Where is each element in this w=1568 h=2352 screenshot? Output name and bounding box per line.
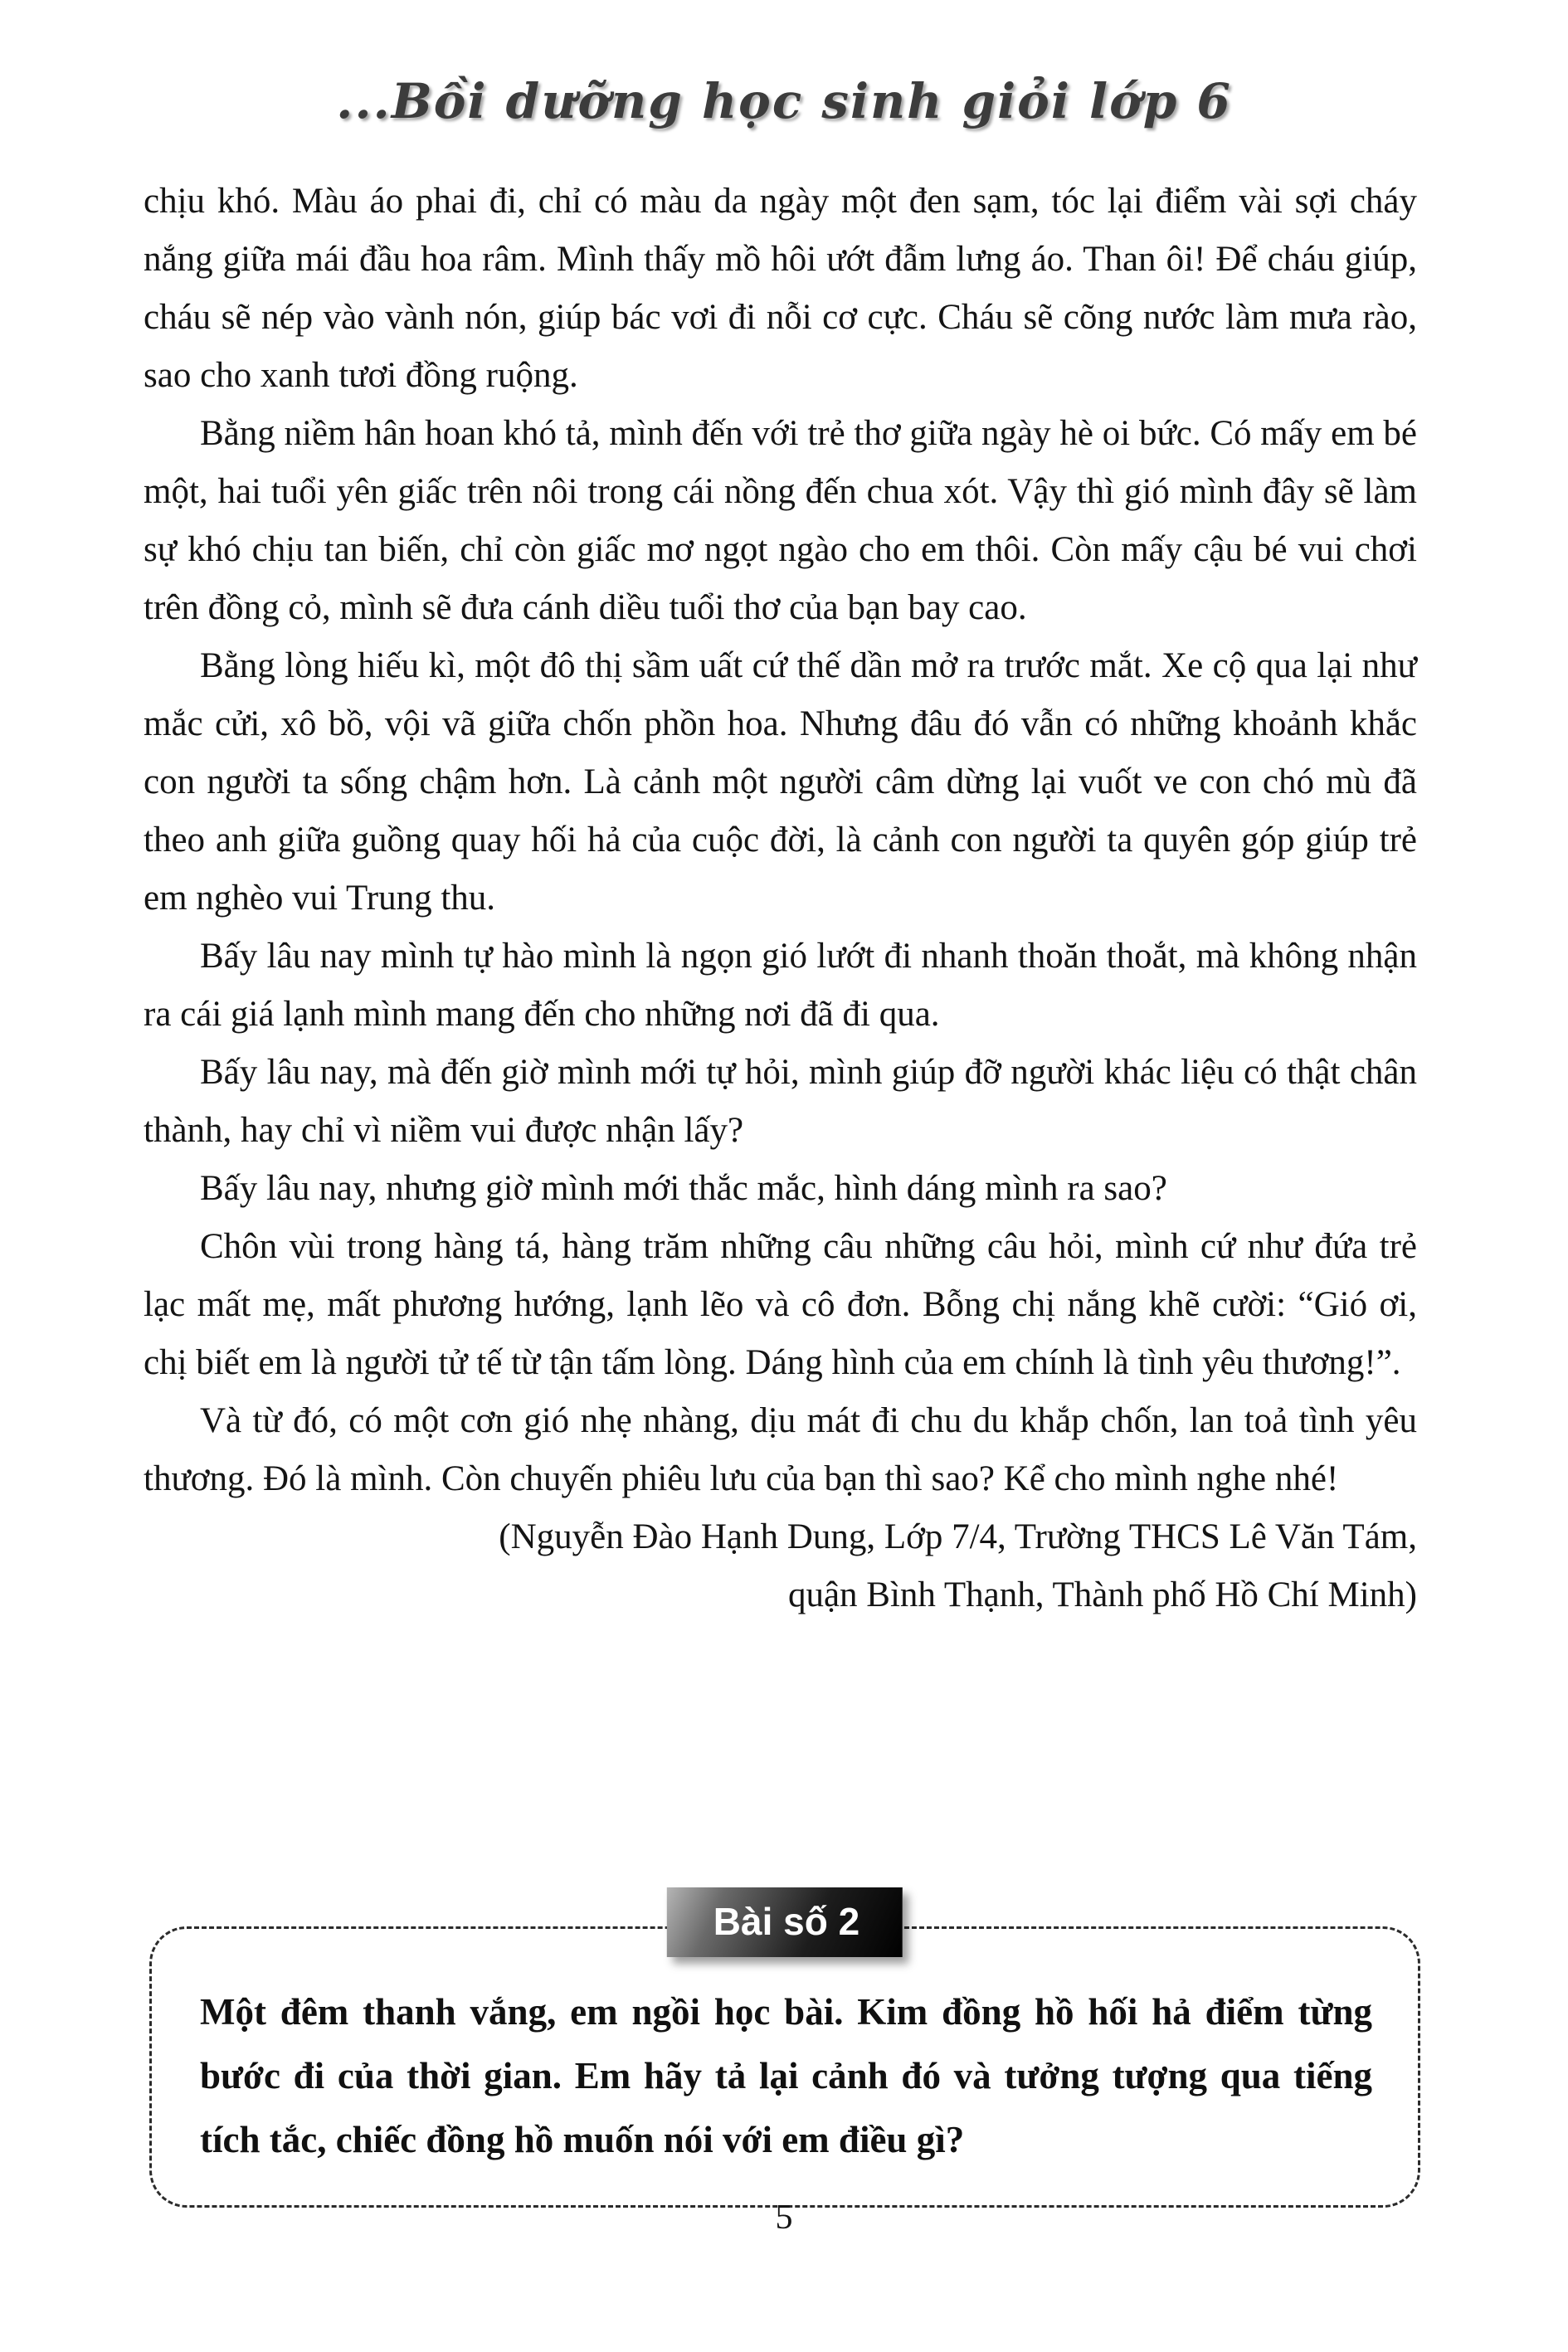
- paragraph: Chôn vùi trong hàng tá, hàng trăm những câu những câu hỏi, mình cứ như đứa trẻ lạc mất mẹ, mất phương hướng, lạnh lẽo và cô đơn. Bỗng chị nắng khẽ cười: “Gió ơi, chị biết em là người tử tế từ tận tấm lòng. Dáng hình của em chính là tình yêu thương!”.: [144, 1227, 1417, 1382]
- page-number: 5: [775, 2199, 793, 2237]
- exercise-box: [149, 1900, 1420, 2208]
- exercise-number-banner: [667, 1887, 903, 1957]
- attribution-line: (Nguyễn Đào Hạnh Dung, Lớp 7/4, Trường THCS Lê Văn Tám,: [499, 1517, 1417, 1556]
- paragraph: Bằng niềm hân hoan khó tả, mình đến với trẻ thơ giữa ngày hè oi bức. Có mấy em bé một, hai tuổi yên giấc trên nôi trong cái nồng đến chua xót. Vậy thì gió mình đây sẽ làm sự khó chịu tan biến, chỉ còn giấc mơ ngọt ngào cho em thôi. Còn mấy cậu bé vui chơi trên đồng cỏ, mình sẽ đưa cánh diều tuổi thơ của bạn bay cao.: [144, 414, 1417, 627]
- paragraph: Bấy lâu nay, mà đến giờ mình mới tự hỏi, mình giúp đỡ người khác liệu có thật chân thành, hay chỉ vì niềm vui được nhận lấy?: [144, 1053, 1417, 1150]
- body-text: [144, 173, 1417, 1624]
- attribution-line: quận Bình Thạnh, Thành phố Hồ Chí Minh): [787, 1575, 1417, 1614]
- exercise-prompt-text: Một đêm thanh vắng, em ngồi học bài. Kim đồng hồ hối hả điểm từng bước đi của thời gian. Em hãy tả lại cảnh đó và tưởng tượng qua tiếng tích tắc, chiếc đồng hồ muốn nói với em điều gì?: [200, 1991, 1372, 2160]
- paragraph: Và từ đó, có một cơn gió nhẹ nhàng, dịu mát đi chu du khắp chốn, lan toả tình yêu thương. Đó là mình. Còn chuyến phiêu lưu của bạn thì sao? Kể cho mình nghe nhé!: [144, 1401, 1417, 1498]
- paragraph: Bấy lâu nay, nhưng giờ mình mới thắc mắc, hình dáng mình ra sao?: [200, 1169, 1167, 1208]
- paragraph: chịu khó. Màu áo phai đi, chỉ có màu da ngày một đen sạm, tóc lại điểm vài sợi cháy nắng giữa mái đầu hoa râm. Mình thấy mồ hôi ướt đẫm lưng áo. Than ôi! Để cháu giúp, cháu sẽ nép vào vành nón, giúp bác vơi đi nỗi cơ cực. Cháu sẽ cõng nước làm mưa rào, sao cho xanh tươi đồng ruộng.: [144, 182, 1417, 395]
- exercise-number-label: Bài số 2: [713, 1900, 860, 1943]
- paragraph: Bấy lâu nay mình tự hào mình là ngọn gió lướt đi nhanh thoăn thoắt, mà không nhận ra cái giá lạnh mình mang đến cho những nơi đã đi qua.: [144, 937, 1417, 1034]
- author-attribution: [144, 1508, 1417, 1624]
- running-head-title: ...Bồi dưỡng học sinh giỏi lớp 6: [336, 73, 1232, 129]
- page-header: [0, 73, 1568, 129]
- paragraph: Bằng lòng hiếu kì, một đô thị sầm uất cứ thế dần mở ra trước mắt. Xe cộ qua lại như mắc cửi, xô bồ, vội vã giữa chốn phồn hoa. Nhưng đâu đó vẫn có những khoảnh khắc con người ta sống chậm hơn. Là cảnh một người câm dừng lại vuốt ve con chó mù đã theo anh giữa guồng quay hối hả của cuộc đời, là cảnh con người ta quyên góp giúp trẻ em nghèo vui Trung thu.: [144, 646, 1417, 918]
